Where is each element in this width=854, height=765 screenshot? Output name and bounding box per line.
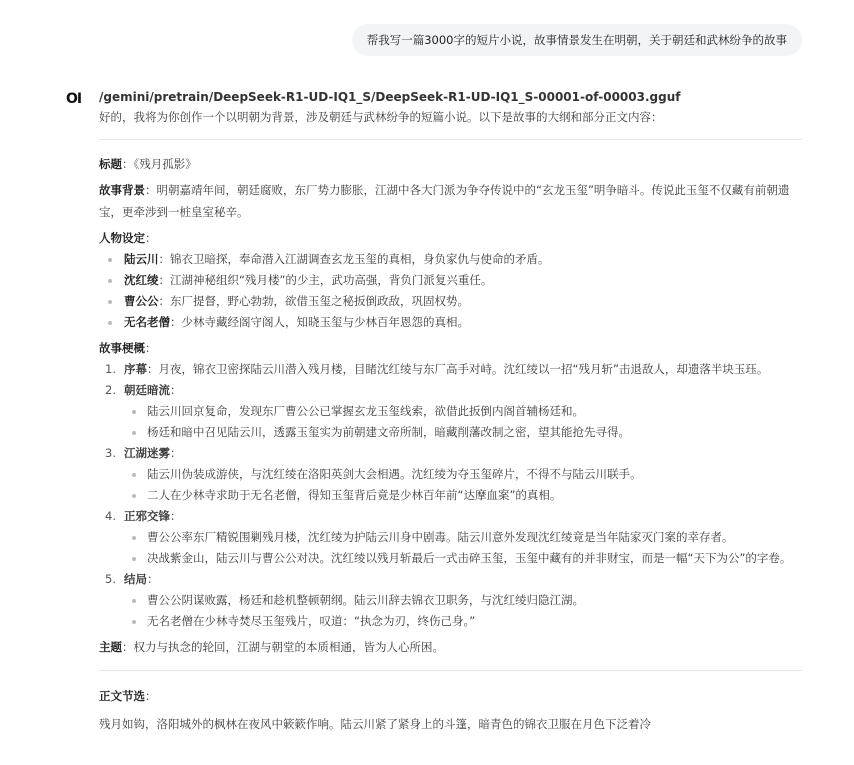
- outline-item-title: 正邪交锋: [124, 509, 170, 523]
- user-message-text: 帮我写一篇3000字的短片小说，故事情景发生在明朝，关于朝廷和武林纷争的故事: [366, 33, 787, 47]
- outline-item: [99, 506, 802, 569]
- outline-item-text: ：: [170, 446, 182, 460]
- sub-list-item: 无名老僧在少林寺焚尽玉玺残片，叹道：“执念为刃，终伤己身。”: [124, 611, 802, 632]
- list-item: [99, 249, 802, 270]
- title-label: 标题: [99, 157, 122, 171]
- sub-list-item: 陆云川伪装成游侠，与沈红绫在洛阳英剑大会相遇。沈红绫为夺玉玺碎片，不得不与陆云川联手。: [124, 464, 802, 485]
- intro-text: 好的，我将为你创作一个以明朝为背景，涉及朝廷与武林纷争的短篇小说。以下是故事的大纲和部分正文内容：: [99, 110, 663, 124]
- theme-label: 主题: [99, 640, 122, 654]
- sub-list: [124, 527, 802, 569]
- outline-heading: [99, 337, 802, 359]
- excerpt-colon: ：: [145, 689, 157, 703]
- theme-value: ：权力与执念的轮回，江湖与朝堂的本质相通，皆为人心所困。: [122, 640, 444, 654]
- character-desc: ：锦衣卫暗探，奉命潜入江湖调查玄龙玉玺的真相，身负家仇与使命的矛盾。: [158, 252, 550, 266]
- excerpt-text: 残月如钩，洛阳城外的枫林在夜风中簌簌作响。陆云川紧了紧身上的斗篷，暗青色的锦衣卫服在月色下泛着冷: [99, 717, 651, 731]
- character-desc: ：少林寺藏经阁守阁人，知晓玉玺与少林百年恩怨的真相。: [170, 315, 469, 329]
- list-item: [99, 291, 802, 312]
- characters-list: [99, 249, 802, 333]
- item-number: 3.: [105, 446, 116, 460]
- excerpt-heading: [99, 685, 802, 707]
- background-value: ：明朝嘉靖年间，朝廷腐败，东厂势力膨胀，江湖中各大门派为争夺传说中的“玄龙玉玺”明争暗斗。传说此玉玺不仅藏有前朝遗宝，更牵涉到一桩皇室秘辛。: [99, 183, 790, 219]
- model-name: /gemini/pretrain/DeepSeek-R1-UD-IQ1_S/DeepSeek-R1-UD-IQ1_S-00001-of-00003.gguf: [99, 90, 681, 104]
- title-line: [99, 153, 802, 175]
- outline-item: [99, 443, 802, 506]
- outline-item-title: 朝廷暗流: [124, 383, 170, 397]
- character-desc: ：东厂提督，野心勃勃，欲借玉玺之秘扳倒政敌，巩固权势。: [158, 294, 469, 308]
- title-value: ：《残月孤影》: [122, 157, 197, 171]
- sub-list-item: 杨廷和暗中召见陆云川，透露玉玺实为前朝建文帝所制，暗藏削藩改制之密，望其能抢先寻得。: [124, 422, 802, 443]
- outline-item: [99, 380, 802, 443]
- sub-list-item: 曹公公阴谋败露，杨廷和趁机整顿朝纲。陆云川辞去锦衣卫职务，与沈红绫归隐江湖。: [124, 590, 802, 611]
- outline-item: [99, 569, 802, 632]
- user-message-bubble: [352, 24, 802, 56]
- sub-list: [124, 464, 802, 506]
- sub-list: [124, 590, 802, 632]
- outline-item: [99, 359, 802, 380]
- divider: [99, 670, 802, 671]
- divider: [99, 139, 802, 140]
- character-name: 无名老僧: [124, 315, 170, 329]
- sub-list-item: 曹公公率东厂精锐围剿残月楼，沈红绫为护陆云川身中剧毒。陆云川意外发现沈红绫竟是当年陆家灭门案的幸存者。: [124, 527, 802, 548]
- characters-colon: ：: [145, 231, 157, 245]
- list-item: [99, 270, 802, 291]
- assistant-message: [99, 86, 802, 735]
- outline-colon: ：: [145, 341, 157, 355]
- characters-label: 人物设定: [99, 231, 145, 245]
- characters-heading: [99, 227, 802, 249]
- assistant-avatar: OI: [66, 91, 82, 107]
- item-number: 2.: [105, 383, 116, 397]
- list-item: [99, 312, 802, 333]
- outline-item-title: 江湖迷雾: [124, 446, 170, 460]
- sub-list-item: 决战紫金山，陆云川与曹公公对决。沈红绫以残月斩最后一式击碎玉玺，玉玺中藏有的并非财宝，而是一幅“天下为公”的字卷。: [124, 548, 802, 569]
- outline-item-text: ：月夜，锦衣卫密探陆云川潜入残月楼，目睹沈红绫与东厂高手对峙。沈红绫以一招“残月斩”击退敌人，却遗落半块玉珏。: [147, 362, 769, 376]
- character-desc: ：江湖神秘组织“残月楼”的少主，武功高强，背负门派复兴重任。: [158, 273, 493, 287]
- item-number: 4.: [105, 509, 116, 523]
- excerpt-label: 正文节选: [99, 689, 145, 703]
- background-paragraph: [99, 179, 802, 223]
- outline-item-text: ：: [170, 383, 182, 397]
- item-number: 1.: [105, 362, 116, 376]
- sub-list-item: 陆云川回京复命，发现东厂曹公公已掌握玄龙玉玺线索，欲借此扳倒内阁首辅杨廷和。: [124, 401, 802, 422]
- item-number: 5.: [105, 572, 116, 586]
- sub-list-item: 二人在少林寺求助于无名老僧，得知玉玺背后竟是少林百年前“达摩血案”的真相。: [124, 485, 802, 506]
- outline-item-title: 结局: [124, 572, 147, 586]
- character-name: 曹公公: [124, 294, 159, 308]
- background-label: 故事背景: [99, 183, 145, 197]
- outline-item-text: ：: [170, 509, 182, 523]
- outline-label: 故事梗概: [99, 341, 145, 355]
- theme-paragraph: [99, 636, 802, 658]
- sub-list: [124, 401, 802, 443]
- outline-item-title: 序幕: [124, 362, 147, 376]
- character-name: 沈红绫: [124, 273, 159, 287]
- outline-list: [99, 359, 802, 632]
- outline-item-text: ：: [147, 572, 159, 586]
- character-name: 陆云川: [124, 252, 159, 266]
